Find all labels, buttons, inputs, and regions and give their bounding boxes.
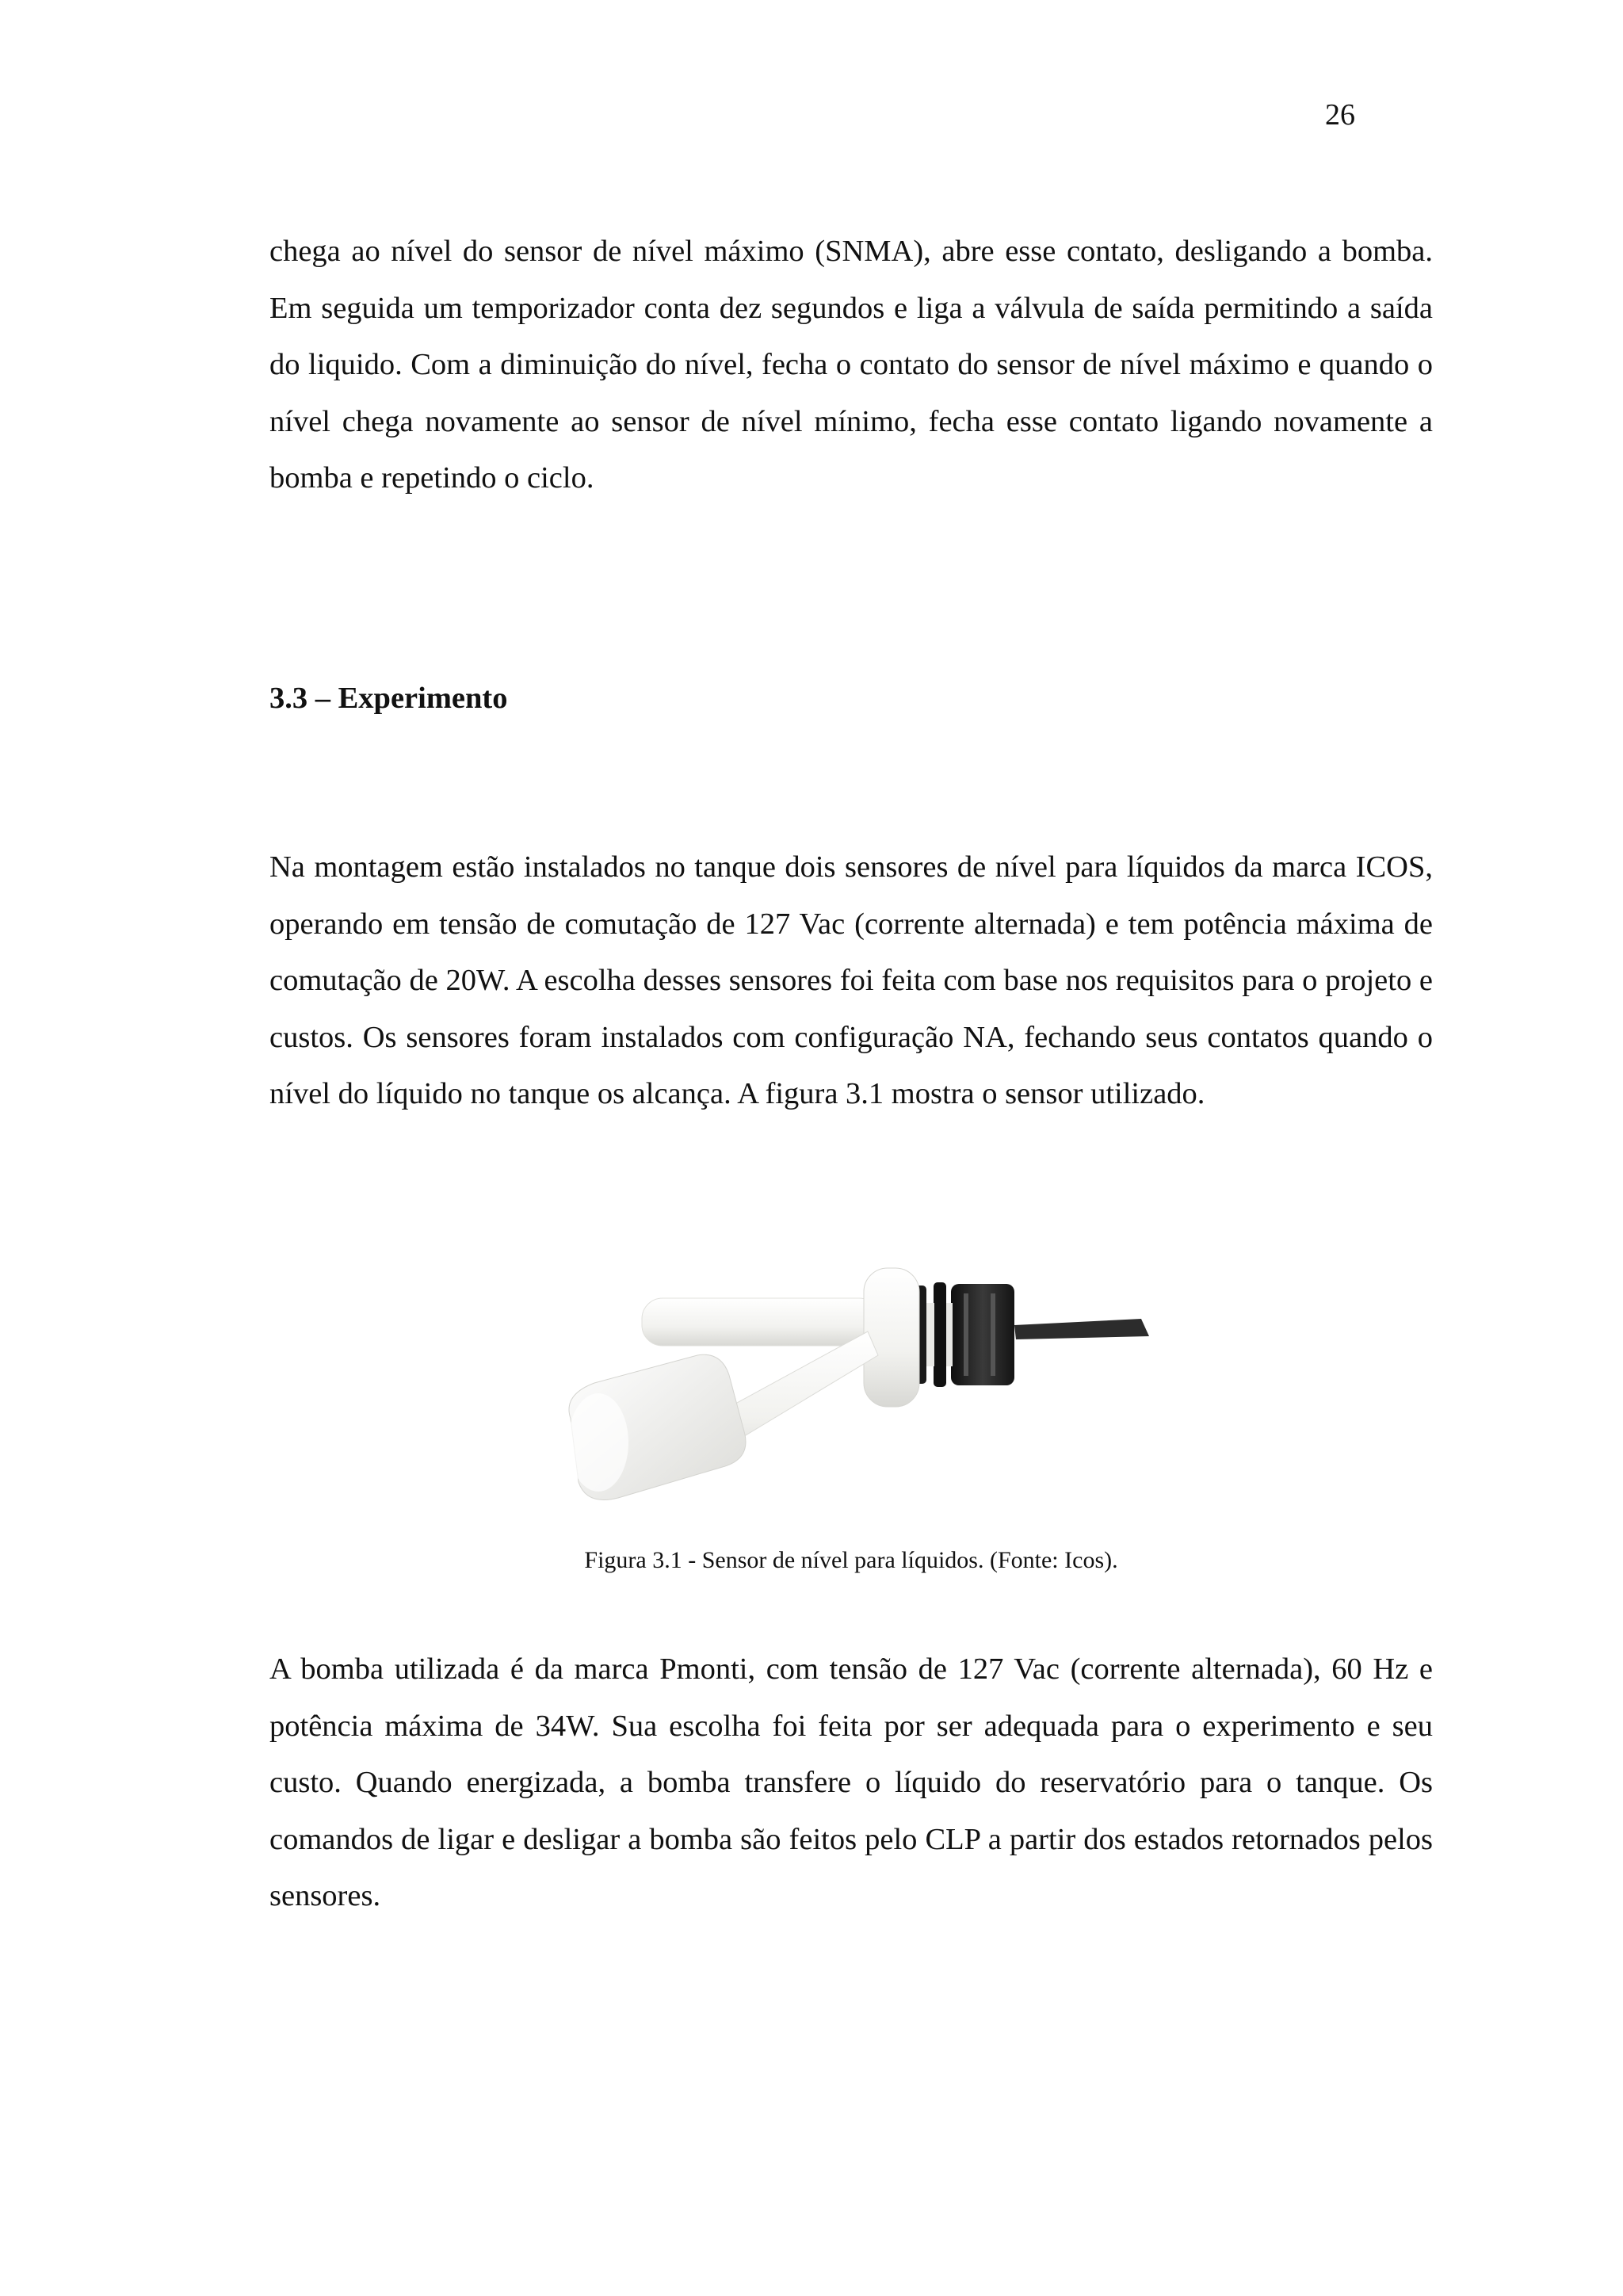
cable <box>1014 1319 1149 1339</box>
level-sensor-image <box>523 1236 1173 1538</box>
body-paragraph-1: chega ao nível do sensor de nível máximo (SNMA), abre esse contato, desligando a bomba. Em seguida um temporizador conta dez segundos e liga a válvula de saída permitindo a saída do liquido. Com a diminuição do nível, fecha o contato do sensor de nível máximo e quando o nível chega novamente ao sensor de nível mínimo, fecha esse contato ligando novamente a bomba e repetindo o ciclo. <box>269 235 1433 495</box>
body-paragraph-3: A bomba utilizada é da marca Pmonti, com tensão de 127 Vac (corrente alternada), 60 Hz e potência máxima de 34W. Sua escolha foi feita por ser adequada para o experimento e seu custo. Quando energizada, a bomba transfere o líquido do reservatório para o tanque. Os comandos de ligar e desligar a bomba são feitos pelo CLP a partir dos estados retornados pelos sensores. <box>269 1652 1433 1912</box>
upper-stem <box>642 1298 880 1346</box>
hex-nut <box>951 1284 1014 1385</box>
figure-caption: Figura 3.1 - Sensor de nível para líquidos. (Fonte: Icos). <box>584 1547 1118 1573</box>
washer-2 <box>934 1282 946 1387</box>
section-heading: 3.3 – Experimento <box>269 682 508 715</box>
flange <box>864 1268 919 1407</box>
page-number: 26 <box>1325 98 1355 132</box>
body-paragraph-2: Na montagem estão instalados no tanque dois sensores de nível para líquidos da marca ICOS, operando em tensão de comutação de 127 Vac (corrente alternada) e tem potência máxima de comutação de 20W. A escolha desses sensores foi feita com base nos requisitos para o projeto e custos. Os sensores foram instalados com configuração NA, fechando seus contatos quando o nível do líquido no tanque os alcança. A figura 3.1 mostra o sensor utilizado. <box>269 850 1433 1110</box>
sensor-figure <box>523 1236 1173 1538</box>
